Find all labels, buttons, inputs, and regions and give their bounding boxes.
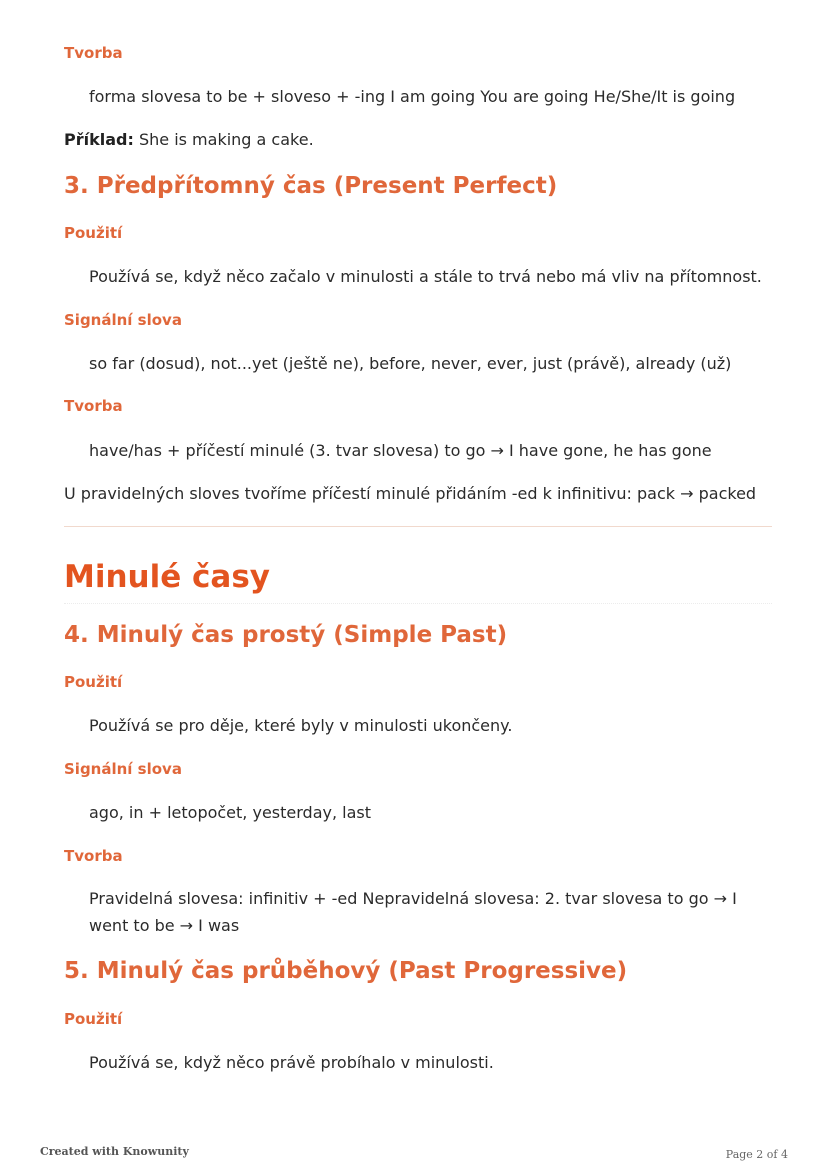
heading-present-perfect: 3. Předpřítomný čas (Present Perfect)	[64, 173, 558, 199]
subheading-signalni-slova: Signální slova	[64, 760, 182, 778]
subheading-tvorba: Tvorba	[64, 397, 123, 415]
example-text: She is making a cake.	[133, 130, 314, 149]
usage-text: Používá se pro děje, které byly v minulosti ukončeny.	[89, 716, 513, 735]
heading-minule-casy: Minulé časy	[64, 559, 271, 595]
heading-underline	[64, 603, 772, 604]
example-label: Příklad:	[64, 130, 134, 149]
signal-text: so far (dosud), not...yet (ještě ne), before, never, ever, just (právě), already (už)	[89, 354, 732, 373]
heading-simple-past: 4. Minulý čas prostý (Simple Past)	[64, 622, 508, 648]
tvorba-text: Pravidelná slovesa: infinitiv + -ed Nepravidelná slovesa: 2. tvar slovesa to go → I went to be → I was	[89, 889, 737, 935]
example-line	[64, 130, 314, 149]
footer-page-number: Page 2 of 4	[725, 1148, 788, 1161]
footer-created: Created with Knowunity	[40, 1145, 189, 1158]
tvorba-text: have/has + příčestí minulé (3. tvar slovesa) to go → I have gone, he has gone	[89, 441, 712, 460]
signal-text: ago, in + letopočet, yesterday, last	[89, 803, 371, 822]
note-text: U pravidelných sloves tvoříme příčestí minulé přidáním -ed k infinitivu: pack → packed	[64, 484, 757, 503]
subheading-tvorba: Tvorba	[64, 44, 123, 62]
usage-text: Používá se, když něco začalo v minulosti a stále to trvá nebo má vliv na přítomnost.	[89, 267, 762, 286]
usage-text: Používá se, když něco právě probíhalo v minulosti.	[89, 1053, 494, 1072]
subheading-pouziti: Použití	[64, 224, 123, 242]
subheading-tvorba: Tvorba	[64, 847, 123, 865]
section-divider	[64, 526, 772, 527]
subheading-pouziti: Použití	[64, 1010, 123, 1028]
tvorba-text: forma slovesa to be + sloveso + -ing I am going You are going He/She/It is going	[89, 87, 736, 106]
heading-past-progressive: 5. Minulý čas průběhový (Past Progressive)	[64, 958, 628, 984]
subheading-pouziti: Použití	[64, 673, 123, 691]
subheading-signalni-slova: Signální slova	[64, 311, 182, 329]
